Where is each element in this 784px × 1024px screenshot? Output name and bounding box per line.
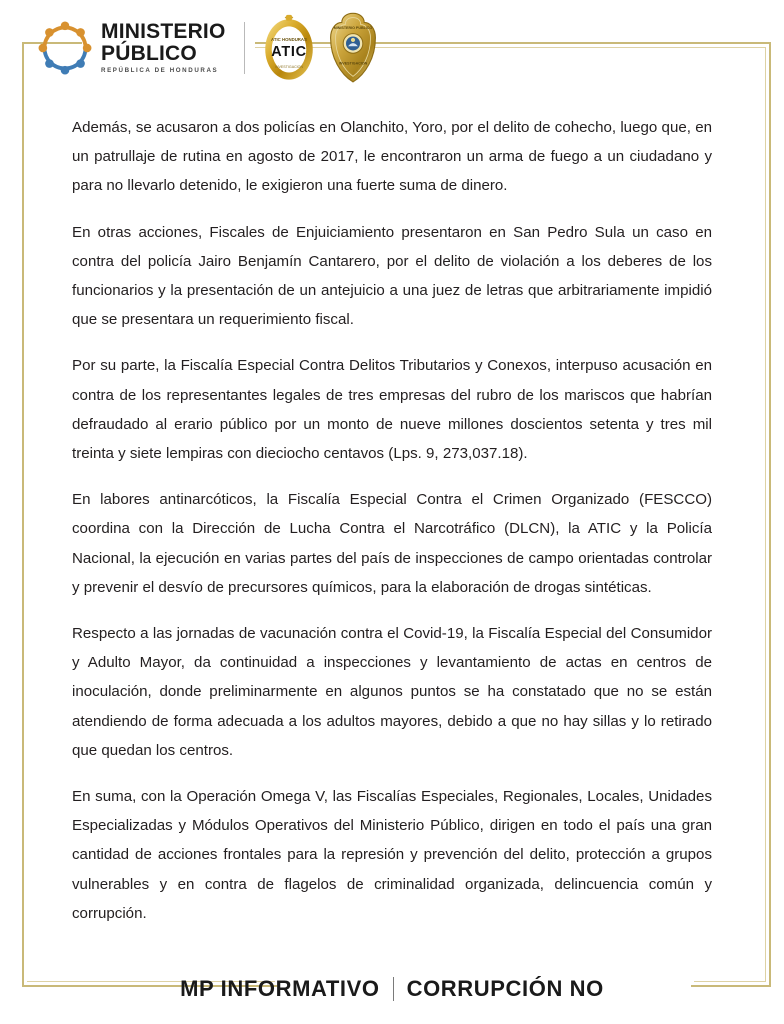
agency-badges (260, 11, 381, 85)
footer-separator (393, 977, 394, 1001)
atic-oval-badge-icon (260, 12, 318, 84)
mp-logo-line2: PÚBLICO (101, 42, 197, 66)
document-header (0, 0, 784, 96)
footer-right-text: CORRUPCIÓN NO (406, 976, 604, 1001)
body-paragraph: En otras acciones, Fiscales de Enjuiciamiento presentaron en San Pedro Sula un caso en contra del policía Jairo Benjamín Cantarero, por el delito de violación a los deberes de los funcionarios y la presentación de un antejuicio a una juez de letras que arbitrariamente impidió que se presentara un requerimiento fiscal. (72, 223, 712, 329)
police-shield-badge-icon (325, 11, 381, 85)
svg-text:ATIC: ATIC (270, 43, 307, 60)
footer-left-text: MP INFORMATIVO (180, 976, 380, 1001)
document-body (72, 113, 712, 928)
mp-logo-wordmark (101, 21, 226, 74)
body-paragraph: En labores antinarcóticos, la Fiscalía Especial Contra el Crimen Organizado (FESCCO) coordina con la Dirección de Lucha Contra el Narcotráfico (DLCN), la ATIC y la Policía Nacional, la ejecución en varias partes del país de inspecciones de campo orientadas controlar y prevenir el desvío de precursores químicos, para la elaboración de drogas sintéticas. (72, 491, 712, 596)
mp-logo-subtitle: REPÚBLICA DE HONDURAS (101, 67, 219, 75)
header-divider (244, 22, 245, 74)
document-footer (0, 976, 784, 1002)
ministerio-publico-logo (38, 21, 226, 75)
frame-border-right-inner (765, 47, 766, 982)
body-paragraph: Respecto a las jornadas de vacunación contra el Covid-19, la Fiscalía Especial del Consumidor y Adulto Mayor, da continuidad a inspecciones y levantamiento de actas en centros de inoculación, donde preliminarmente en algunos puntos se ha constatado que no se están atendiendo de forma adecuada a los adultos mayores, debido a que no hay sillas y lo retirado que quedan los centros. (72, 625, 712, 759)
mp-logo-line1: MINISTERIO (101, 20, 226, 44)
frame-border-right (769, 42, 771, 987)
svg-text:ATIC HONDURAS: ATIC HONDURAS (270, 36, 307, 42)
svg-text:MINISTERIO PUBLICO: MINISTERIO PUBLICO (333, 25, 372, 30)
body-paragraph: Además, se acusaron a dos policías en Olanchito, Yoro, por el delito de cohecho, luego que, en un patrullaje de rutina en agosto de 2017, le encontraron un arma de fuego a un ciudadano y para no llevarlo detenido, le exigieron una fuerte suma de dinero. (72, 119, 712, 195)
mp-circle-of-people-logo-icon (38, 21, 92, 75)
frame-border-left (22, 42, 24, 987)
svg-text:INVESTIGACION: INVESTIGACION (274, 65, 303, 70)
svg-text:INVESTIGACION: INVESTIGACION (338, 61, 367, 66)
body-paragraph: En suma, con la Operación Omega V, las Fiscalías Especiales, Regionales, Locales, Unidades Especializadas y Módulos Operativos del Ministerio Público, dirigen en todo el país una gran cantidad de acciones frontales para la represión y prevención del delito, protección a grupos vulnerables y en contra de flagelos de criminalidad organizada, delincuencia común y corrupción. (72, 788, 712, 922)
body-paragraph: Por su parte, la Fiscalía Especial Contra Delitos Tributarios y Conexos, interpuso acusación en contra de los representantes legales de tres empresas del rubro de los mariscos que habrían defraudado al erario público por un monto de nueve millones doscientos setenta y tres mil treinta y siete lempiras con dieciocho centavos (Lps. 9, 273,037.18). (72, 357, 712, 463)
